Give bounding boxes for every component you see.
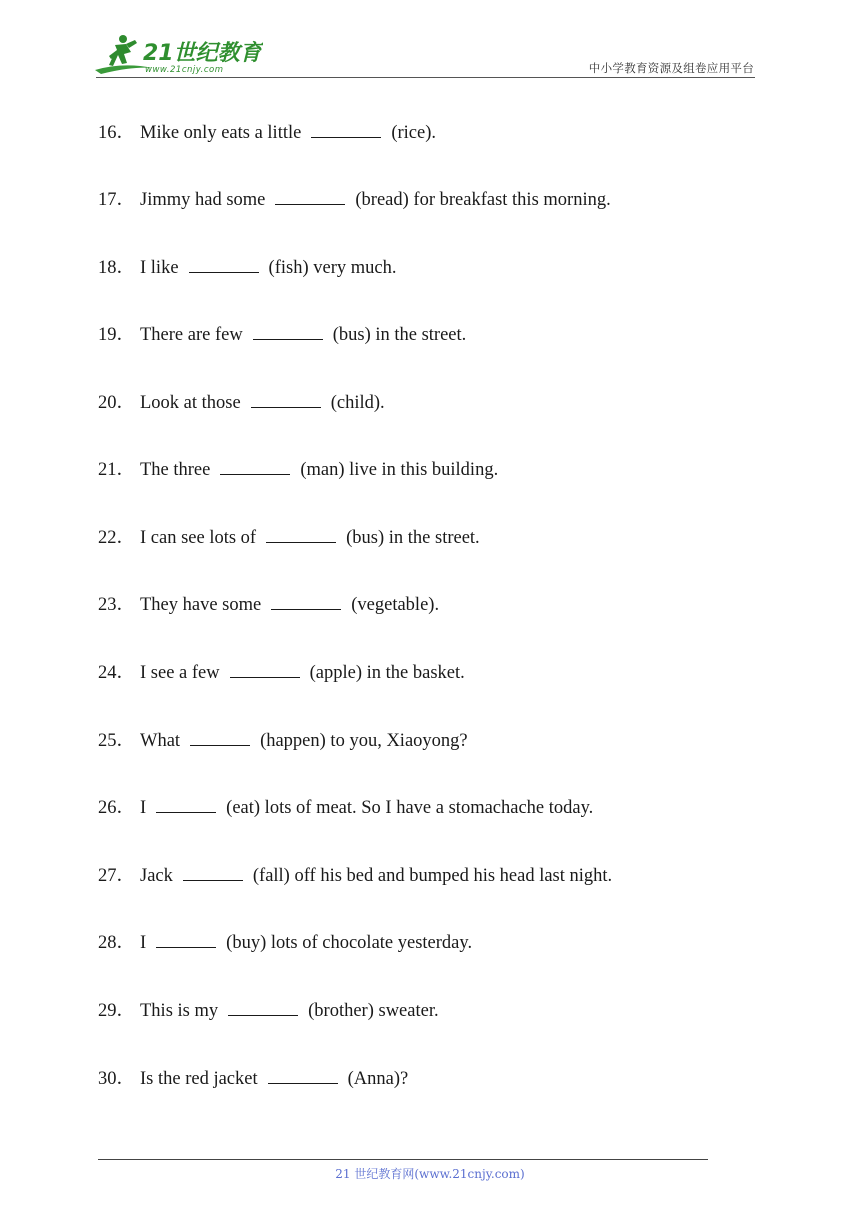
question-hint: (fish) very much. — [268, 258, 397, 278]
question-21 — [98, 457, 498, 482]
question-text: Mike only eats a little — [140, 123, 302, 143]
question-22 — [98, 525, 480, 550]
svg-text:www.21cnjy.com: www.21cnjy.com — [145, 65, 224, 75]
footer-divider — [98, 1159, 708, 1160]
answer-blank[interactable] — [275, 187, 345, 205]
answer-blank[interactable] — [230, 660, 300, 678]
answer-blank[interactable] — [251, 390, 321, 408]
question-number: 30． — [98, 1069, 136, 1089]
question-text: I like — [140, 258, 179, 278]
question-hint: (eat) lots of meat. So I have a stomachache today. — [226, 798, 594, 818]
question-text: Jimmy had some — [140, 190, 266, 210]
svg-text:21世纪教育: 21世纪教育 — [143, 41, 262, 66]
question-hint: (bus) in the street. — [332, 325, 467, 345]
answer-blank[interactable] — [156, 930, 216, 948]
platform-name: 中小学教育资源及组卷应用平台 — [588, 61, 754, 75]
question-text: Jack — [140, 866, 173, 886]
question-text: Is the red jacket — [140, 1069, 258, 1089]
question-number: 17． — [98, 190, 136, 210]
question-18 — [98, 255, 396, 280]
question-number: 23． — [98, 595, 136, 615]
question-text: There are few — [140, 325, 243, 345]
question-hint: (bread) for breakfast this morning. — [355, 190, 611, 210]
runner-logo-icon — [93, 32, 263, 78]
question-number: 20． — [98, 393, 136, 413]
question-hint: (rice). — [391, 123, 436, 143]
answer-blank[interactable] — [156, 795, 216, 813]
question-number: 25． — [98, 731, 136, 751]
question-text: I — [140, 798, 147, 818]
question-30 — [98, 1066, 408, 1091]
answer-blank[interactable] — [220, 457, 290, 475]
question-text: They have some — [140, 595, 262, 615]
question-24 — [98, 660, 465, 685]
question-hint: (apple) in the basket. — [309, 663, 465, 683]
question-hint: (fall) off his bed and bumped his head last night. — [252, 866, 613, 886]
header-divider — [96, 77, 755, 78]
answer-blank[interactable] — [183, 863, 243, 881]
answer-blank[interactable] — [311, 120, 381, 138]
question-number: 29． — [98, 1001, 136, 1021]
question-20 — [98, 390, 385, 415]
question-23 — [98, 592, 439, 617]
question-number: 24． — [98, 663, 136, 683]
question-hint: (vegetable). — [351, 595, 440, 615]
question-text: I see a few — [140, 663, 220, 683]
question-hint: (man) live in this building. — [300, 460, 499, 480]
question-text: This is my — [140, 1001, 219, 1021]
answer-blank[interactable] — [228, 998, 298, 1016]
question-hint: (brother) sweater. — [308, 1001, 439, 1021]
question-19 — [98, 322, 466, 347]
question-text: I — [140, 933, 147, 953]
question-text: Look at those — [140, 393, 241, 413]
question-28 — [98, 930, 472, 955]
question-26 — [98, 795, 593, 820]
question-text: The three — [140, 460, 211, 480]
question-17 — [98, 187, 611, 212]
question-29 — [98, 998, 439, 1023]
answer-blank[interactable] — [266, 525, 336, 543]
question-number: 26． — [98, 798, 136, 818]
answer-blank[interactable] — [253, 322, 323, 340]
question-hint: (happen) to you, Xiaoyong? — [260, 731, 468, 751]
site-logo — [93, 32, 263, 78]
question-number: 22． — [98, 528, 136, 548]
answer-blank[interactable] — [271, 592, 341, 610]
question-25 — [98, 728, 468, 753]
question-hint: (buy) lots of chocolate yesterday. — [226, 933, 473, 953]
question-number: 27． — [98, 866, 136, 886]
question-hint: (Anna)? — [347, 1069, 409, 1089]
question-text: What — [140, 731, 181, 751]
page-header — [0, 0, 860, 90]
answer-blank[interactable] — [189, 255, 259, 273]
question-number: 16． — [98, 123, 136, 143]
answer-blank[interactable] — [268, 1066, 338, 1084]
question-number: 21． — [98, 460, 136, 480]
question-16 — [98, 120, 436, 145]
question-text: I can see lots of — [140, 528, 257, 548]
question-number: 19． — [98, 325, 136, 345]
question-number: 28． — [98, 933, 136, 953]
question-hint: (bus) in the street. — [346, 528, 480, 548]
question-number: 18． — [98, 258, 136, 278]
question-27 — [98, 863, 612, 888]
footer-link[interactable]: 21 世纪教育网(www.21cnjy.com) — [335, 1167, 525, 1181]
question-hint: (child). — [330, 393, 385, 413]
answer-blank[interactable] — [190, 728, 250, 746]
